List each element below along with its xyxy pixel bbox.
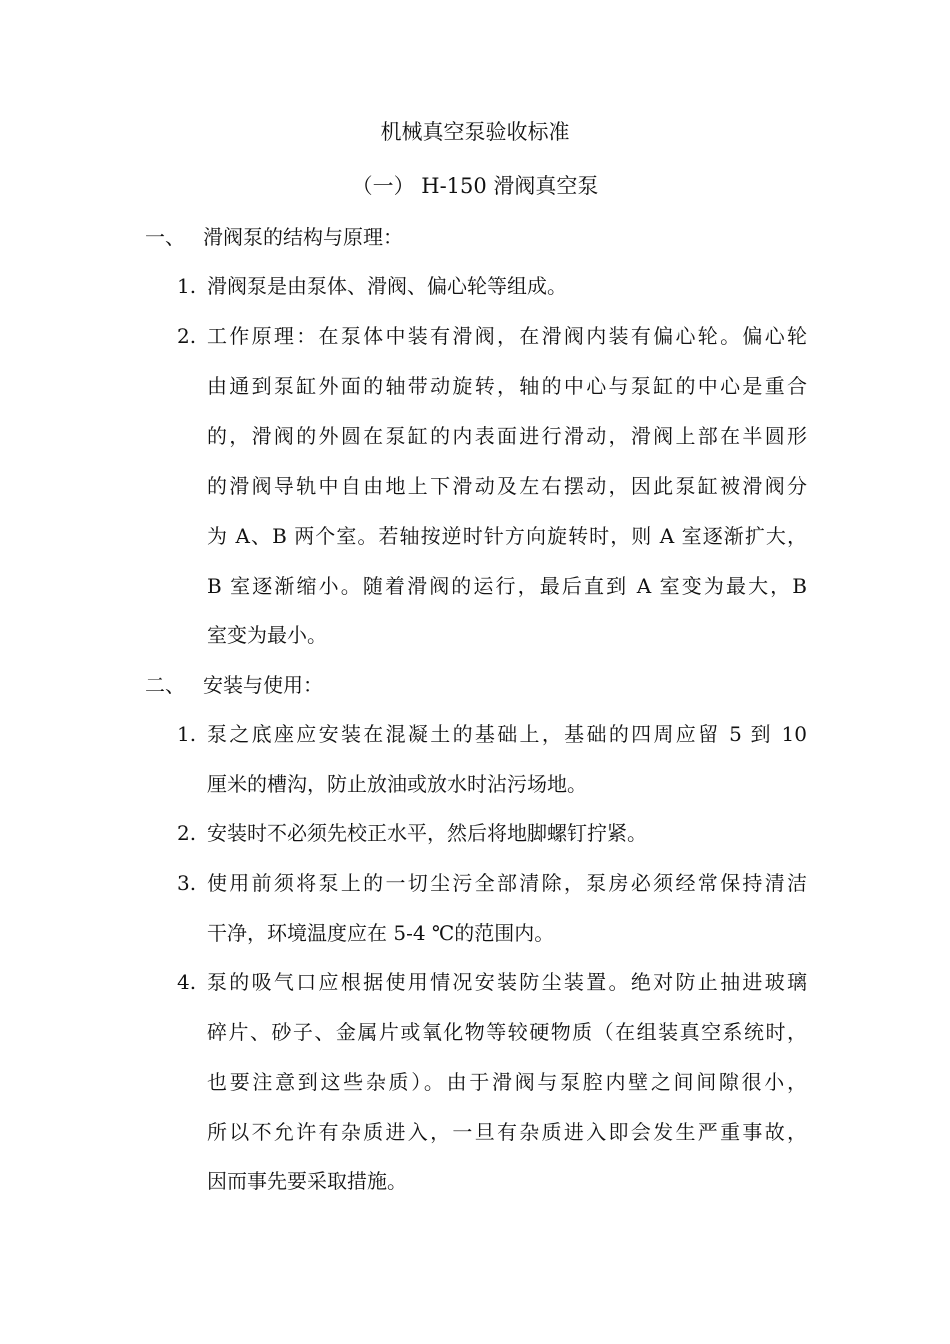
item-text-line: 的，滑阀的外圆在泵缸的内表面进行滑动，滑阀上部在半圆形 (207, 424, 807, 448)
item-text-line: 泵之底座应安装在混凝土的基础上，基础的四周应留 5 到 10 (207, 722, 807, 746)
item-number: 2. (177, 821, 197, 845)
section-heading (145, 670, 323, 700)
item-text-line: 因而事先要采取措施。 (207, 1169, 407, 1193)
item-number: 2. (177, 324, 197, 348)
item-text-line: 安装时不必须先校正水平，然后将地脚螺钉拧紧。 (207, 821, 647, 845)
section-number: 二、 (145, 673, 185, 697)
document-subtitle: （一） H-150 滑阀真空泵 (351, 174, 599, 198)
item-text-line: B 室逐渐缩小。随着滑阀的运行，最后直到 A 室变为最大，B (207, 574, 807, 598)
item-text-line: 的滑阀导轨中自由地上下滑动及左右摆动，因此泵缸被滑阀分 (207, 474, 807, 498)
item-number: 1. (177, 274, 197, 298)
section-number: 一、 (145, 225, 185, 249)
item-text-line: 泵的吸气口应根据使用情况安装防尘装置。绝对防止抽进玻璃 (207, 970, 807, 994)
section-title: 滑阀泵的结构与原理： (203, 225, 403, 249)
item-text-line: 滑阀泵是由泵体、滑阀、偏心轮等组成。 (207, 274, 567, 298)
item-number: 4. (177, 970, 197, 994)
item-number: 1. (177, 722, 197, 746)
item-text-line: 厘米的槽沟，防止放油或放水时沾污场地。 (207, 772, 587, 796)
item-text-line: 所以不允许有杂质进入，一旦有杂质进入即会发生严重事故， (207, 1120, 807, 1144)
item-number: 3. (177, 871, 197, 895)
item-text-line: 由通到泵缸外面的轴带动旋转，轴的中心与泵缸的中心是重合 (207, 374, 807, 398)
item-text-line: 使用前须将泵上的一切尘污全部清除，泵房必须经常保持清洁 (207, 871, 807, 895)
document-title: 机械真空泵验收标准 (380, 120, 570, 144)
section-heading (145, 222, 403, 252)
item-text-line: 工作原理：在泵体中装有滑阀，在滑阀内装有偏心轮。偏心轮 (207, 324, 807, 348)
item-text-line: 室变为最小。 (207, 623, 327, 647)
item-text-line: 碎片、砂子、金属片或氧化物等较硬物质（在组装真空系统时， (207, 1020, 807, 1044)
item-text-line: 干净，环境温度应在 5-4 ℃的范围内。 (207, 921, 555, 945)
section-title: 安装与使用： (203, 673, 323, 697)
item-text-line: 也要注意到这些杂质）。由于滑阀与泵腔内壁之间间隙很小， (207, 1070, 807, 1094)
item-text-line: 为 A、B 两个室。若轴按逆时针方向旋转时，则 A 室逐渐扩大， (207, 524, 807, 548)
